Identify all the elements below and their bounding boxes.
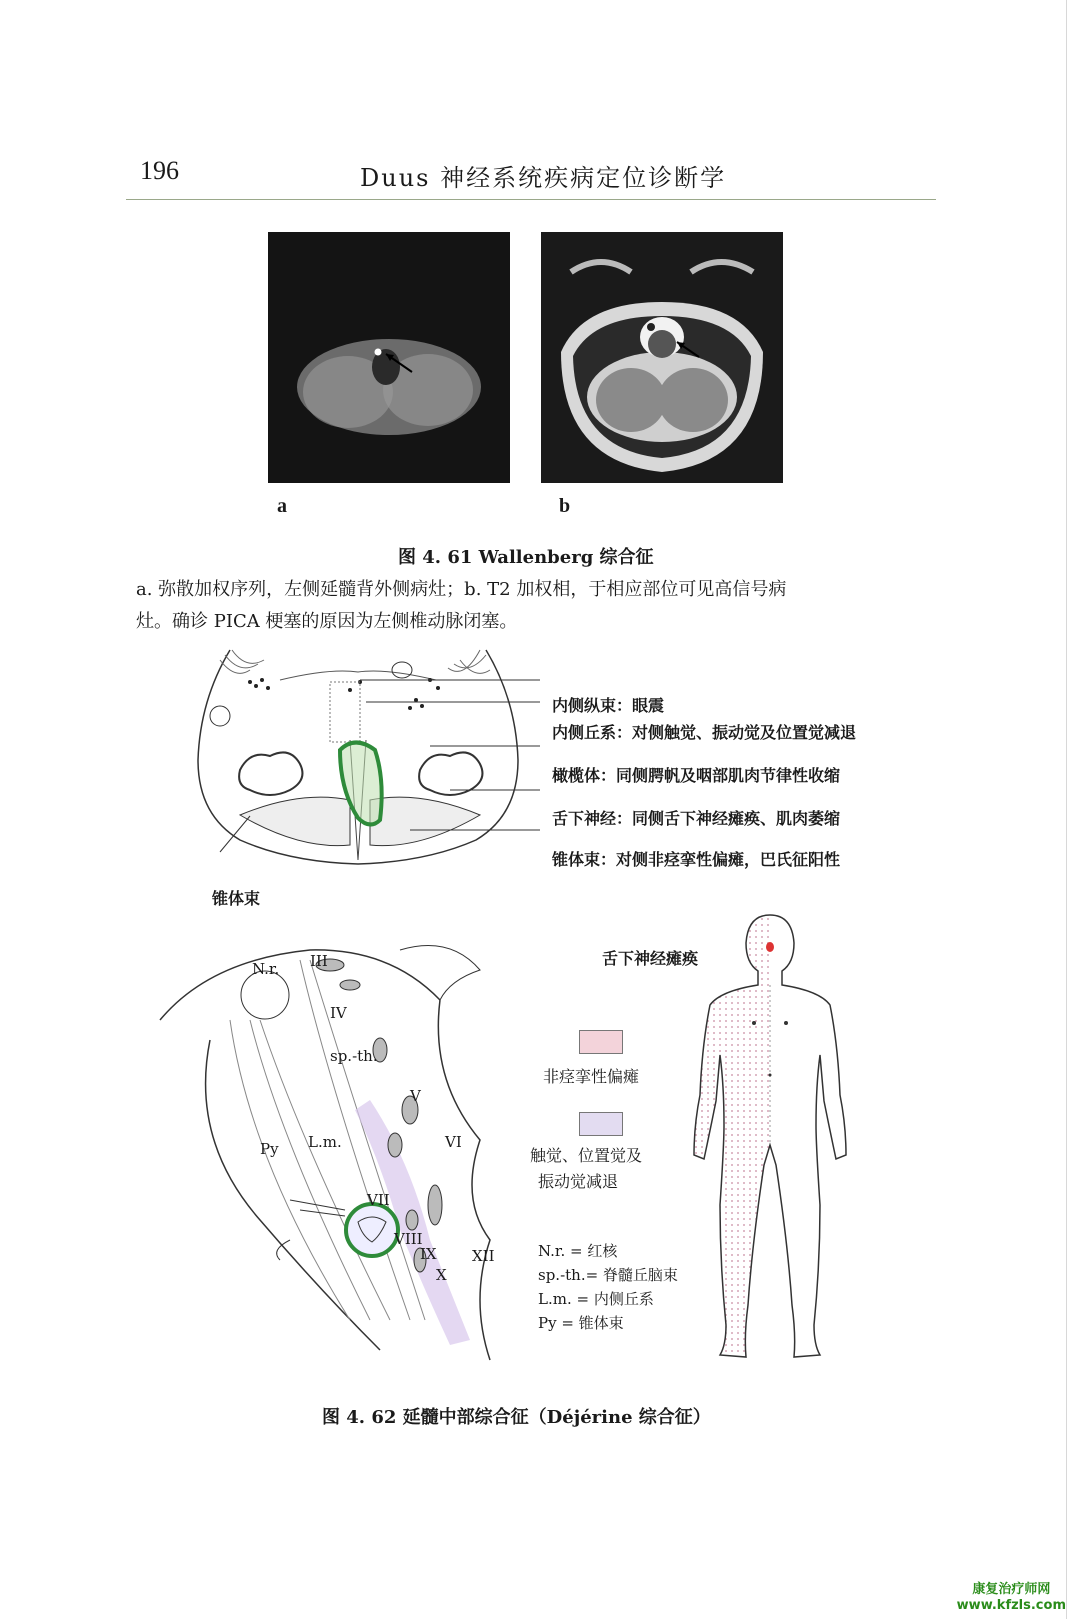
label-cn-viii: VIII	[394, 1230, 423, 1248]
label-olive: 橄榄体：同侧腭帆及咽部肌肉节律性收缩	[552, 766, 841, 785]
running-title: Duus 神经系统疾病定位诊断学	[360, 164, 727, 192]
watermark-line-2: www.kfzls.com	[956, 1598, 1066, 1613]
label-cn-iii: III	[310, 952, 328, 970]
human-body-figure	[670, 905, 870, 1370]
label-cn-x: X	[436, 1266, 447, 1284]
header-rule	[126, 199, 936, 200]
mri-image-b	[541, 232, 783, 483]
figure-61-caption	[136, 574, 936, 638]
figure-61-title: 图 4. 61 Wallenberg 综合征	[398, 547, 654, 568]
label-py: Py	[260, 1140, 279, 1158]
abbrev-nr: N.r. = 红核	[538, 1242, 618, 1260]
label-cn-iv: IV	[330, 1004, 347, 1022]
legend-swatch-sensory	[579, 1112, 623, 1136]
caption-line-1: a. 弥散加权序列，左侧延髓背外侧病灶；b. T2 加权相，于相应部位可见高信号病	[136, 579, 787, 600]
site-watermark	[957, 1582, 1066, 1614]
label-spth: sp.-th.	[330, 1047, 378, 1065]
medulla-cross-section-diagram	[180, 640, 540, 870]
panel-label-a: a	[277, 495, 287, 517]
figure-62-title: 图 4. 62 延髓中部综合征（Déjérine 综合征）	[322, 1407, 711, 1428]
page-number: 196	[140, 156, 179, 185]
label-cn-vi: VI	[445, 1133, 462, 1151]
label-nr: N.r.	[252, 960, 280, 978]
abbrev-lm: L.m. = 内侧丘系	[538, 1290, 654, 1308]
watermark-line-1: 康复治疗师网	[972, 1582, 1051, 1597]
legend-swatch-paralysis	[579, 1030, 623, 1054]
mri-image-a	[268, 232, 510, 483]
label-medial-lemniscus: 内侧丘系：对侧触觉、振动觉及位置觉减退	[552, 723, 857, 742]
label-hypoglossal-palsy: 舌下神经瘫痪	[602, 949, 699, 968]
legend-sensory-line2: 振动觉减退	[538, 1172, 619, 1191]
legend-sensory-line1: 触觉、位置觉及	[530, 1146, 643, 1165]
abbrev-spth: sp.-th.= 脊髓丘脑束	[538, 1266, 678, 1284]
label-hypoglossal: 舌下神经：同侧舌下神经瘫痪、肌肉萎缩	[552, 809, 841, 828]
legend-paralysis: 非痉挛性偏瘫	[543, 1067, 640, 1086]
panel-label-b: b	[559, 495, 571, 517]
label-mlf: 内侧纵束：眼震	[552, 696, 665, 715]
label-cn-vii: VII	[367, 1191, 390, 1209]
label-cn-ix: IX	[420, 1245, 437, 1263]
label-cn-v: V	[410, 1087, 421, 1105]
label-pyramidal-tract: 锥体束：对侧非痉挛性偏瘫，巴氏征阳性	[552, 850, 841, 869]
label-cn-xii: XII	[472, 1247, 495, 1265]
page-edge	[1066, 0, 1067, 1619]
caption-line-2: 灶。确诊 PICA 梗塞的原因为左侧椎动脉闭塞。	[136, 611, 518, 632]
label-pyramidal-bottom: 锥体束	[212, 889, 261, 908]
label-lm: L.m.	[308, 1133, 342, 1151]
abbrev-py: Py = 锥体束	[538, 1314, 624, 1332]
